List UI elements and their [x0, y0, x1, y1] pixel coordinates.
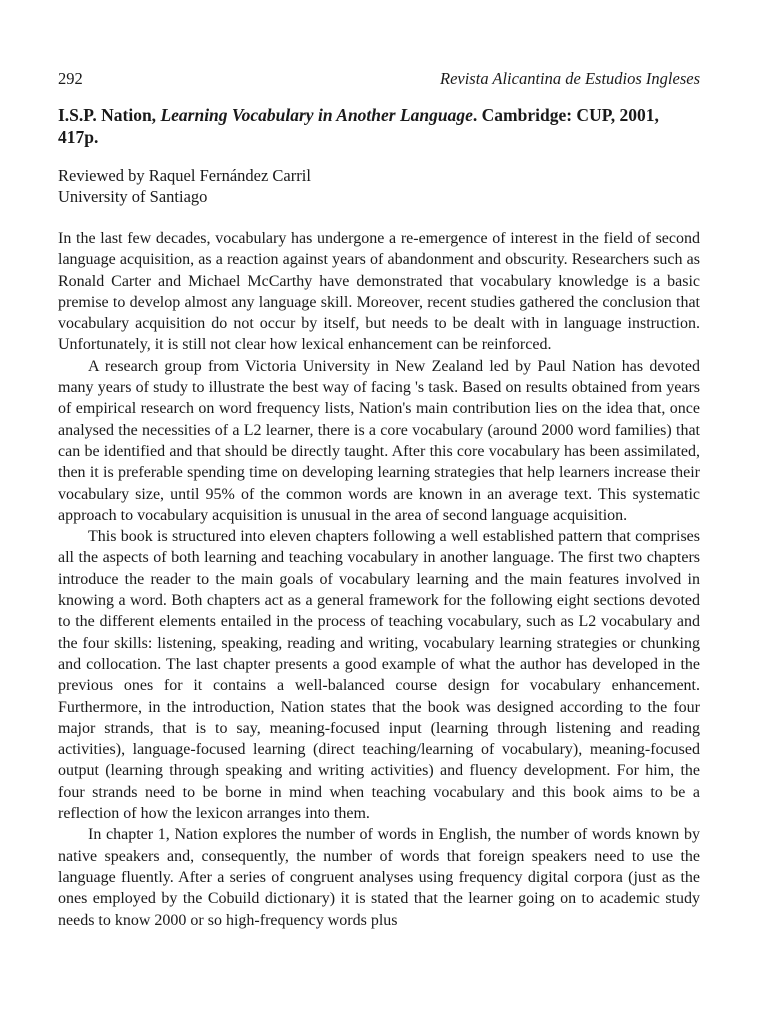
reviewer-affiliation: University of Santiago: [58, 187, 208, 206]
review-body: [58, 228, 700, 931]
paragraph-3: This book is structured into eleven chapters following a well established pattern that comprises all the aspects of both learning and teaching vocabulary in another language. The first two chapters introduce the reader to the main goals of vocabulary learning and the main features involved in knowing a word. Both chapters act as a general framework for the following eight sections devoted to the different elements entailed in the process of teaching vocabulary, such as L2 vocabulary and the four skills: listening, speaking, reading and writing, vocabulary learning strategies or chunking and collocation. The last chapter presents a good example of what the author has developed in the previous ones for it contains a well-balanced course design for vocabulary enhancement. Furthermore, in the introduction, Nation states that the book was designed according to the four major strands, that is to say, meaning-focused input (learning through listening and reading activities), language-focused learning (direct teaching/learning of vocabulary), meaning-focused output (learning through speaking and writing activities) and fluency development. For him, the four strands need to be borne in mind when teaching vocabulary and this book aims to be a reflection of how the lexicon arranges into them.: [58, 528, 700, 823]
page-number: 292: [58, 69, 83, 88]
paragraph-2: A research group from Victoria University in New Zealand led by Paul Nation has devoted many years of study to illustrate the best way of facing 's task. Based on results obtained from years of empirical research on word frequency lists, Nation's main contribution lies on the idea that, once analysed the necessities of a L2 learner, there is a core vocabulary (around 2000 word families) that can be identified and that should be directly taught. After this core vocabulary has been assimilated, then it is preferable spending time on developing learning strategies that help learners increase their vocabulary size, until 95% of the common words are known in an average text. This systematic approach to vocabulary acquisition is unusual in the area of second language acquisition.: [58, 357, 700, 524]
citation-author: I.S.P. Nation,: [58, 105, 157, 125]
journal-title: Revista Alicantina de Estudios Ingleses: [440, 69, 700, 88]
book-citation: [58, 104, 700, 148]
reviewer-block: [58, 165, 700, 207]
paragraph-1: In the last few decades, vocabulary has undergone a re-emergence of interest in the field of second language acquisition, as a reaction against years of abandonment and obscurity. Researchers such as Ronald Carter and Michael McCarthy have demonstrated that vocabulary knowledge is a basic premise to develop almost any language skill. Moreover, recent studies gathered the conclusion that vocabulary acquisition do not occur by itself, but needs to be dealt with in language instruction. Unfortunately, it is still not clear how lexical enhancement can be reinforced.: [58, 230, 700, 354]
citation-book-title: Learning Vocabulary in Another Language: [160, 105, 473, 125]
reviewer-name: Reviewed by Raquel Fernández Carril: [58, 166, 311, 185]
running-head: [58, 66, 700, 92]
citation-publication: . Cambridge: CUP, 2001, 417p.: [58, 105, 659, 147]
paragraph-4: In chapter 1, Nation explores the number of words in English, the number of words known by native speakers and, consequently, the number of words that foreign speakers need to use the language fluently. After a series of congruent analyses using frequency digital corpora (just as the ones employed by the Cobuild dictionary) it is stated that the learner going on to academic study needs to know 2000 or so high-frequency words plus: [58, 826, 700, 929]
document-page: [58, 66, 700, 931]
